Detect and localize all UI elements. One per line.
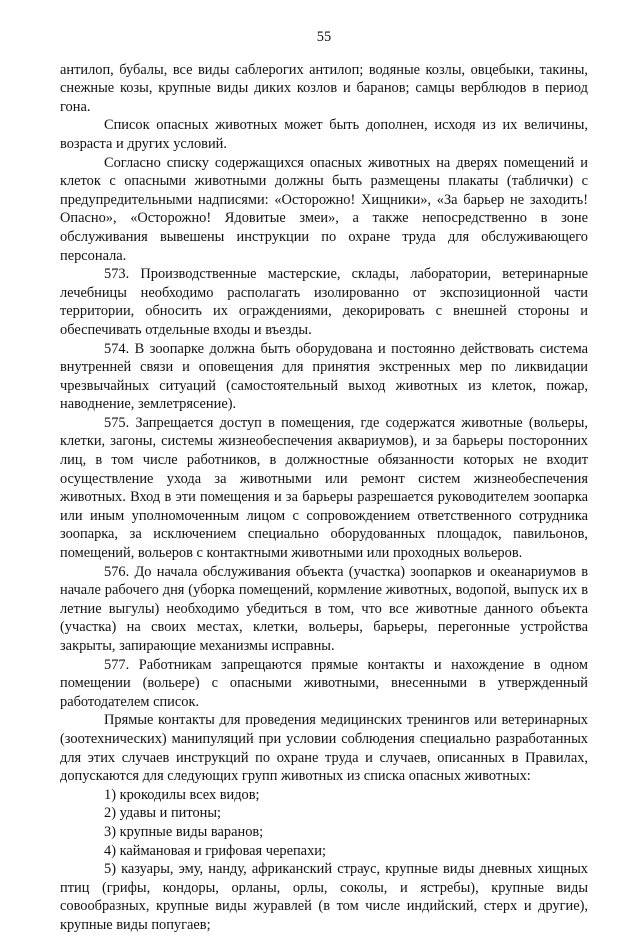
paragraph-575: 575. Запрещается доступ в помещения, где содержатся животные (вольеры, клетки, загоны, системы жизнеобеспечения аквариумов), и за барьеры посторонних лиц, в том числе работников, в должностные обязанности которых не входит осуществление ухода за животными или ремонт систем жизнеобеспечения животных. Вход в эти помещения и за барьеры разрешается руководителем зоопарка или иным уполномоченным лицом с сопровождением ответственного сотрудника зоопарка, за исключением специально оборудованных площадок, павильонов, помещений, вольеров с контактными животными или проходных вольеров. [60, 414, 588, 562]
list-item: 5) казуары, эму, нанду, африканский страус, крупные виды дневных хищных птиц (грифы, кондоры, орланы, орлы, соколы, и ястребы), крупные виды совообразных, крупные виды журавлей (в том числе индийский, стерх и другие), крупные виды попугаев; [60, 861, 588, 933]
paragraph-continuation: антилоп, бубалы, все виды саблерогих антилоп; водяные козлы, овцебыки, такины, снежные козы, крупные виды диких козлов и баранов; самцы верблюдов в период гона. [60, 61, 588, 115]
paragraph-573: 573. Производственные мастерские, склады, лаборатории, ветеринарные лечебницы необходимо располагать изолированно от экспозиционной части территории, обносить их ограждениями, декорировать с внешней стороны и обеспечивать отдельные входы и въезды. [60, 266, 588, 338]
list-item: 4) каймановая и грифовая черепахи; [104, 842, 326, 859]
list-item: 1) крокодилы всех видов; [104, 786, 260, 803]
paragraph-576: 576. До начала обслуживания объекта (участка) зоопарков и океанариумов в начале рабочего дня (уборка помещений, кормление животных, водопой, выпуск их в летние выгулы) необходимо убедиться в том, что все животные данного объекта (участка) на своих местах, клетки, вольеры, барьеры, перегонные устройства закрыты, запирающие механизмы исправны. [60, 563, 588, 654]
paragraph-577: 577. Работникам запрещаются прямые контакты и нахождение в одном помещении (вольере) с опасными животными, внесенными в утвержденный работодателем список. [60, 656, 588, 710]
paragraph-dangerous-list-note: Список опасных животных может быть дополнен, исходя из их величины, возраста и других условий. [60, 117, 588, 152]
list-item: 3) крупные виды варанов; [104, 823, 264, 840]
paragraph-574: 574. В зоопарке должна быть оборудована и постоянно действовать система внутренней связи и оповещения для принятия экстренных мер по ликвидации чрезвычайных ситуаций (самостоятельный выход животных из клеток, пожар, наводнение, землетрясение). [60, 340, 588, 413]
paragraph-direct-contacts: Прямые контакты для проведения медицинских тренингов или ветеринарных (зоотехнических) манипуляций при условии соблюдения специально разработанных для этих случаев инструкций по охране труда и случаев, описанных в Правилах, допускаются для следующих групп животных из списка опасных животных: [60, 712, 588, 785]
list-item: 2) удавы и питоны; [104, 805, 222, 822]
paragraph-warning-signs: Согласно списку содержащихся опасных животных на дверях помещений и клеток с опасными животными должны быть размещены плакаты (таблички) с предупредительными надписями: «Осторожно! Хищники», «За барьер не заходить! Опасно», «Осторожно! Ядовитые змеи», а также непосредственно в зоне обслуживания вывешены инструкции по охране труда для обслуживающего персонала. [60, 154, 588, 264]
page-number: 55 [316, 29, 332, 45]
